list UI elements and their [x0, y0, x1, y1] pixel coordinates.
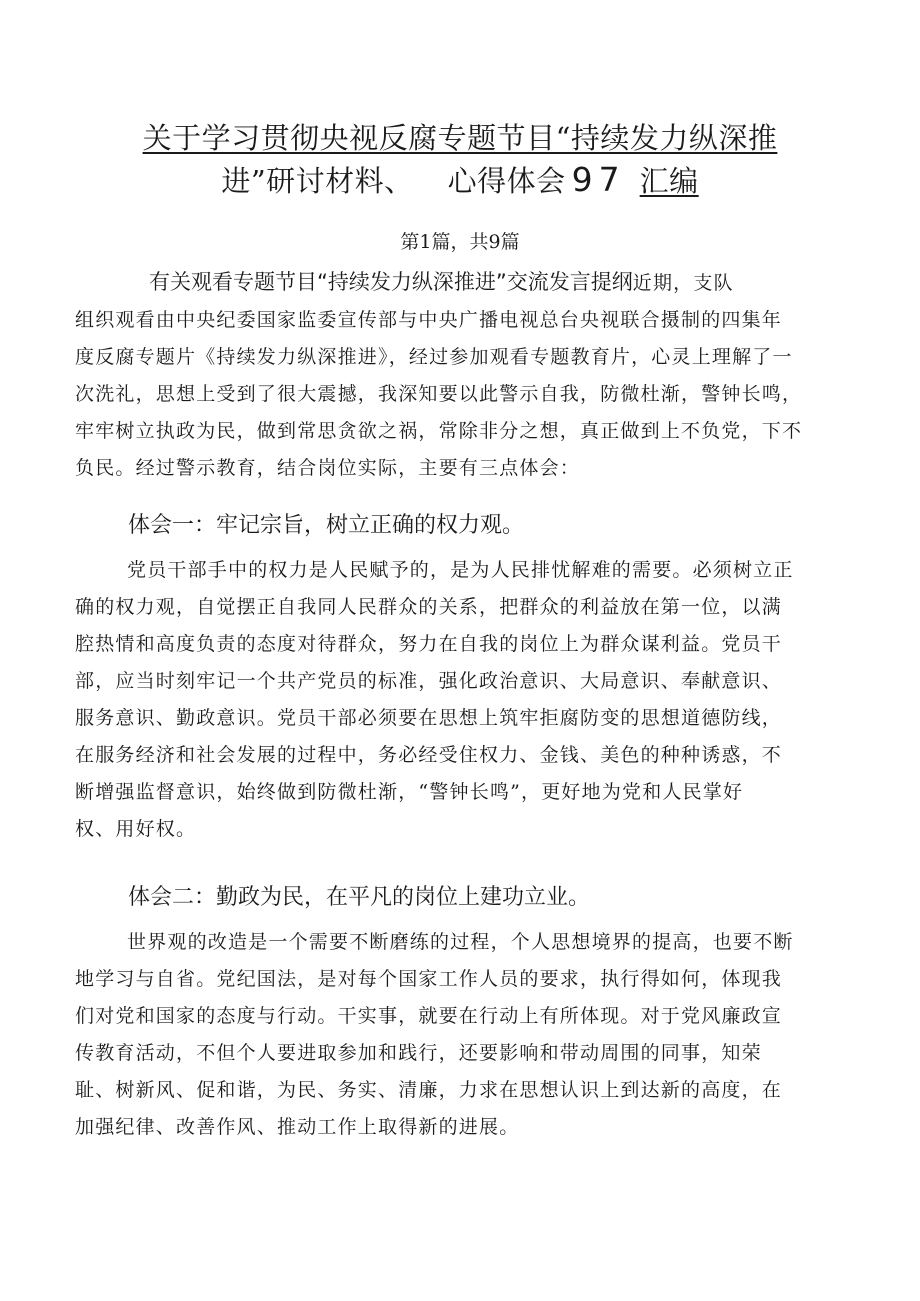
title-line2-part-c: 汇编 — [639, 164, 699, 198]
section2-line: 加强纪律、改善作风、推动工作上取得新的进展。 — [75, 1116, 520, 1138]
section2-line: 们对党和国家的态度与行动。干实事，就要在行动上有所体现。对于党风廉政宣 — [75, 1005, 783, 1027]
section1-line: 权、用好权。 — [75, 818, 197, 840]
intro-heading: 有关观看专题节目“持续发力纵深推进”交流发言提纲 — [149, 270, 633, 294]
intro-first-line — [75, 264, 855, 302]
section1-line: 在服务经济和社会发展的过程中，务必经受住权力、金钱、美色的种种诱惑，不 — [75, 744, 783, 766]
title-line2-part-b: 心得体会 — [447, 164, 566, 198]
title-line1-text: 关于学习贯彻央视反腐专题节目“持续发力纵深推 — [142, 121, 778, 155]
section1-line: 确的权力观，自觉摆正自我同人民群众的关系，把群众的利益放在第一位，以满 — [75, 596, 783, 618]
intro-line1-rest: 近期，支队 — [632, 272, 734, 294]
article-index: 第1篇，共9篇 — [400, 231, 520, 253]
intro-line: 度反腐专题片《持续发力纵深推进》，经过参加观看专题教育片，心灵上理解了一 — [75, 346, 793, 368]
intro-line: 牢牢树立执政为民，做到常思贪欲之祸，常除非分之想，真正做到上不负党，下不 — [75, 420, 803, 442]
section1-paragraph — [75, 552, 855, 848]
section1-line: 党员干部手中的权力是人民赋予的，是为人民排忧解难的需要。必须树立正 — [127, 559, 794, 581]
section2-line: 世界观的改造是一个需要不断磨练的过程，个人思想境界的提高，也要不断 — [127, 931, 794, 953]
section1-line: 断增强监督意识，始终做到防微杜渐，“警钟长鸣”，更好地为党和人民掌好 — [75, 781, 744, 803]
section2-paragraph — [75, 924, 855, 1146]
title-count: 97 — [571, 160, 626, 199]
title-line2-part-a: 进”研讨材料、 — [221, 164, 414, 198]
section2-line: 地学习与自省。党纪国法，是对每个国家工作人员的要求，执行得如何，体现我 — [75, 968, 783, 990]
intro-line: 负民。经过警示教育，结合岗位实际，主要有三点体会： — [75, 457, 581, 479]
document-title-line1 — [0, 118, 920, 158]
section1-line: 腔热情和高度负责的态度对待群众，努力在自我的岗位上为群众谋利益。党员干 — [75, 633, 783, 655]
intro-line: 组织观看由中央纪委国家监委宣传部与中央广播电视总台央视联合摄制的四集年 — [75, 309, 783, 331]
section1-line: 服务意识、勤政意识。党员干部必须要在思想上筑牢拒腐防变的思想道德防线， — [75, 707, 783, 729]
intro-line: 次洗礼，思想上受到了很大震撼，我深知要以此警示自我，防微杜渐，警钟长鸣， — [75, 383, 803, 405]
section1-line: 部，应当时刻牢记一个共产党员的标准，强化政治意识、大局意识、奉献意识、 — [75, 670, 783, 692]
section2-heading: 体会二：勤政为民，在平凡的岗位上建功立业。 — [128, 885, 591, 910]
intro-paragraph — [75, 264, 855, 487]
section2-line: 耻、树新风、促和谐，为民、务实、清廉，力求在思想认识上到达新的高度，在 — [75, 1079, 783, 1101]
section2-line: 传教育活动，不但个人要进取参加和践行，还要影响和带动周围的同事，知荣 — [75, 1042, 762, 1064]
document-title-line2 — [0, 160, 920, 201]
section1-heading: 体会一：牢记宗旨，树立正确的权力观。 — [128, 513, 525, 538]
